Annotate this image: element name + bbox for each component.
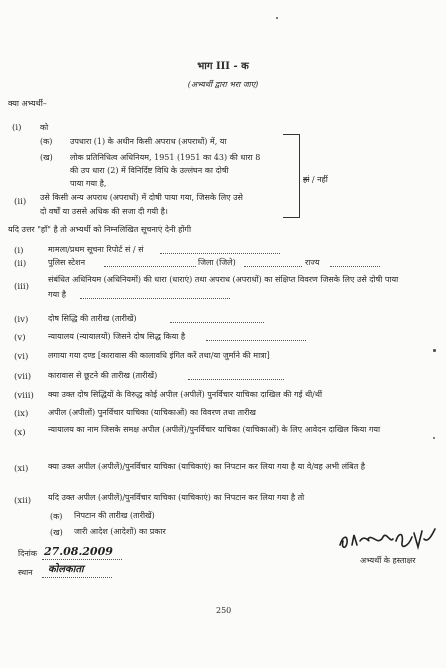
item-ii-text-2: दो वर्षों या उससे अधिक की सजा दी गयी है।	[40, 207, 168, 216]
detail-xii-text: यदि उक्त अपील (अपीलें)/पुनर्विचार याचिका (याचिकाएं) का निपटान कर लिया गया है तो	[48, 493, 305, 502]
detail-ii-blank-2	[244, 266, 302, 267]
detail-v-blank	[206, 340, 306, 341]
scan-speck	[433, 437, 435, 439]
detail-viii-number: (viii)	[14, 391, 34, 401]
detail-vii-text: कारावास से छूटने की तारीख (तारीखें)	[48, 371, 158, 380]
item-ii-number: (ii)	[14, 197, 27, 207]
detail-xi-text: क्या उक्त अपील (अपीलें)/पुनर्विचार याचिका (याचिकाएं) का निपटान कर लिया गया है या वे/वह अभी लंबित है	[48, 462, 366, 471]
detail-v-text: न्यायालय (न्यायालयों) जिसने दोष सिद्ध किया है	[48, 332, 186, 341]
detail-viii-text: क्या उक्त दोष सिद्धियों के विरुद्ध कोई अपील (अपीलें) पुनर्विचार याचिका दाखिल की गई थी/थीं	[48, 390, 323, 399]
detail-xii-number: (xii)	[14, 496, 32, 506]
place-blank	[42, 577, 112, 578]
detail-iv-number: (iv)	[14, 315, 29, 325]
detail-ii-district: जिला (जिले)	[198, 258, 236, 267]
detail-ii-text: पुलिस स्टेशन	[48, 258, 86, 267]
item-i-b-label: (ख)	[40, 153, 53, 162]
detail-ix-text: अपील (अपीलों) पुनर्विचार याचिका (याचिकाओं) का विवरण तथा तारीख	[48, 408, 256, 417]
detail-x-text: न्यायालय का नाम जिसके समक्ष अपील (अपीलें)/पुनर्विचार याचिका (याचिकाओं) के लिए आवेदन दाखिल किया गया	[48, 425, 381, 434]
detail-v-number: (v)	[14, 333, 26, 343]
detail-ii-number: (ii)	[14, 259, 27, 269]
condition-text: यदि उत्तर "हाँ" है तो अभ्यर्थी को निम्नलिखित सूचनाएं देनी होंगी	[8, 225, 192, 234]
detail-iii-number: (iii)	[14, 282, 29, 292]
detail-i-text: मामला/प्रथम सूचना रिपोर्ट सं / सं	[48, 245, 144, 254]
sub-item-a-text: निपटान की तारीख (तारीखें)	[74, 511, 155, 520]
candidate-signature	[338, 527, 438, 553]
detail-iii-blank	[80, 298, 230, 299]
answer-yes-no: हां / नहीं	[303, 175, 328, 184]
scan-speck	[276, 17, 278, 19]
detail-vi-text: लगाया गया दण्ड [कारावास की कालावधि इंगित करें तथा/या जुर्माने की मात्रा]	[48, 351, 270, 360]
scan-speck	[433, 349, 436, 352]
detail-ii-blank-1	[104, 266, 196, 267]
item-i-b-text-2: की उप धारा (2) में विनिर्दिष्ट विधि के उल्लंघन का दोषी	[70, 166, 229, 175]
item-i-b-text-3: पाया गया है,	[70, 179, 107, 188]
item-i-number: (i)	[12, 123, 22, 133]
page-number: 250	[216, 606, 232, 615]
detail-vii-number: (vii)	[14, 372, 32, 382]
answer-yes: हां	[303, 175, 310, 184]
detail-i-number: (i)	[14, 246, 24, 256]
date-label: दिनांक	[18, 549, 37, 558]
intro-text: क्या अभ्यर्थी–	[8, 99, 47, 108]
date-blank	[42, 559, 122, 560]
detail-ii-state: राज्य	[305, 258, 320, 267]
part-subtitle: (अभ्यर्थी द्वारा भरा जाए)	[187, 80, 259, 89]
detail-vi-number: (vi)	[14, 352, 29, 362]
detail-iii-text-2: गया है	[48, 290, 67, 299]
date-value: 27.08.2009	[44, 545, 113, 558]
sub-item-a-label: (क)	[50, 512, 63, 521]
place-value: कोलकाता	[48, 564, 84, 575]
place-label: स्थान	[18, 568, 33, 577]
item-i-a-text: उपधारा (1) के अधीन किसी अपराध (अपराधों) में, या	[70, 137, 227, 146]
detail-vii-blank	[188, 379, 284, 380]
detail-iv-blank	[170, 322, 264, 323]
sub-item-b-text: जारी आदेश (आदेशों) का प्रकार	[74, 527, 166, 536]
detail-x-number: (x)	[14, 428, 26, 438]
sub-item-b-label: (ख)	[50, 528, 63, 537]
detail-ii-blank-3	[330, 266, 380, 267]
item-i-a-label: (क)	[40, 137, 53, 146]
item-i-b-text-1: लोक प्रतिनिधित्व अधिनियम, 1951 (1951 का 43) की धारा 8	[70, 153, 261, 162]
item-ii-text-1: उसे किसी अन्य अपराध (अपराधों) में दोषी पाया गया, जिसके लिए उसे	[40, 193, 243, 202]
detail-iii-text: संबंधित अधिनियम (अधिनियमों) की धारा (धाराएं) तथा अपराध (अपराधों) का संक्षिप्त विवरण जिसके लिए उसे दोषी पाया	[48, 275, 399, 284]
detail-ix-number: (ix)	[14, 409, 29, 419]
answer-no: नहीं	[317, 175, 328, 184]
detail-i-blank	[160, 253, 280, 254]
item-i-lead: को	[40, 123, 49, 132]
part-title: भाग III - क	[197, 61, 249, 72]
bracket	[283, 134, 300, 218]
signature-caption: अभ्यर्थी के हस्ताक्षर	[360, 556, 416, 565]
detail-xi-number: (xi)	[14, 464, 29, 474]
detail-iv-text: दोष सिद्धि की तारीख (तारीखें)	[48, 314, 137, 323]
